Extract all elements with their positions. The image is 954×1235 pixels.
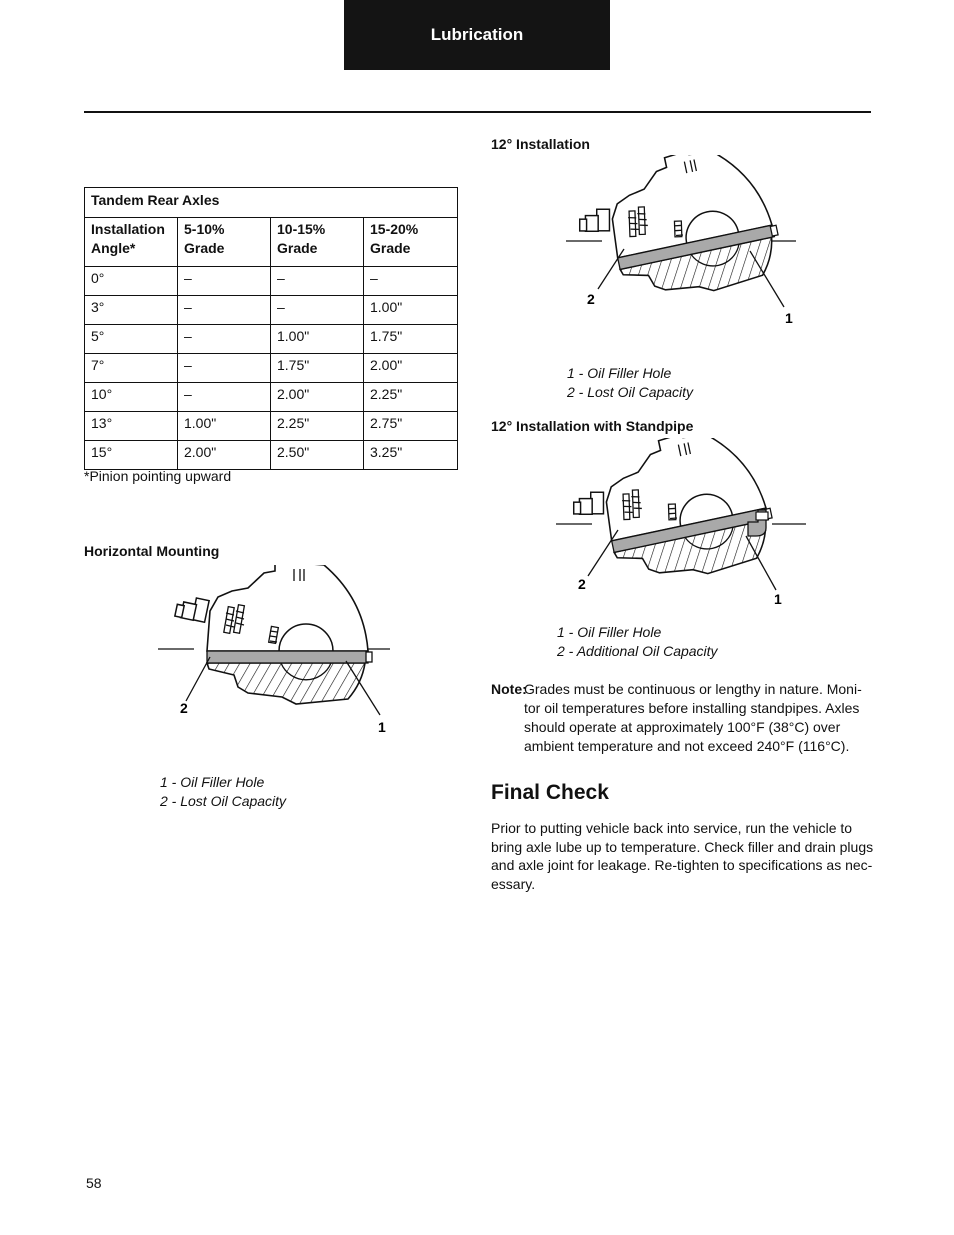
install-12-caption: 1 - Oil Filler Hole 2 - Lost Oil Capacity	[567, 365, 694, 400]
table-row	[85, 441, 458, 470]
table-cell: 2.75"	[364, 412, 458, 441]
table-cell: 2.00"	[271, 383, 364, 412]
table-row	[85, 325, 458, 354]
table-cell: 2.25"	[271, 412, 364, 441]
header-cell: 15-20% Grade	[364, 218, 458, 267]
table-cell: 1.00"	[364, 296, 458, 325]
table-cell: 3.25"	[364, 441, 458, 470]
table-cell: –	[178, 325, 271, 354]
horizontal-caption: 1 - Oil Filler Hole 2 - Lost Oil Capacity	[160, 774, 287, 809]
header-rule	[84, 111, 871, 113]
standpipe-caption: 1 - Oil Filler Hole 2 - Additional Oil Capacity	[557, 624, 718, 659]
horizontal-mounting-diagram	[150, 565, 400, 745]
standpipe-heading: 12° Installation with Standpipe	[491, 418, 694, 434]
header-cell: 10-15% Grade	[271, 218, 364, 267]
section-tab	[344, 0, 610, 70]
tandem-rear-axles-table	[84, 187, 458, 470]
table-footnote: *Pinion pointing upward	[84, 468, 232, 484]
table-row	[85, 412, 458, 441]
callout-2: 2	[578, 576, 586, 592]
table-row	[85, 267, 458, 296]
final-check-paragraph: Prior to putting vehicle back into service, run the vehicle to bring axle lube up to temperature. Check filler and drain plugs and axle joint for leakage. Re-tighten to specifications as nec- essary.	[491, 820, 874, 892]
install-12-diagram	[560, 155, 810, 335]
table-cell: 15°	[85, 441, 178, 470]
table-cell: 2.50"	[271, 441, 364, 470]
table-cell: –	[178, 296, 271, 325]
table-cell: –	[364, 267, 458, 296]
callout-1: 1	[774, 591, 782, 607]
table-title: Tandem Rear Axles	[85, 188, 458, 218]
table-row	[85, 354, 458, 383]
table-cell: 2.00"	[178, 441, 271, 470]
table-cell: –	[271, 267, 364, 296]
table-cell: –	[178, 383, 271, 412]
table-cell: 1.00"	[178, 412, 271, 441]
header-cell: 5-10% Grade	[178, 218, 271, 267]
table-row	[85, 383, 458, 412]
horizontal-mounting-heading: Horizontal Mounting	[84, 543, 220, 559]
table-cell: 1.75"	[364, 325, 458, 354]
table-cell: 2.25"	[364, 383, 458, 412]
callout-1: 1	[378, 719, 386, 735]
standpipe-diagram	[550, 438, 810, 618]
table-header-row	[85, 218, 458, 267]
install-12-heading: 12° Installation	[491, 136, 590, 152]
table-cell: –	[178, 354, 271, 383]
header-cell: Installation Angle*	[85, 218, 178, 267]
table-cell: 10°	[85, 383, 178, 412]
callout-2: 2	[180, 700, 188, 716]
section-title: Lubrication	[430, 25, 524, 44]
note-block: Note: Grades must be continuous or lengthy in nature. Moni- tor oil temperatures before installing standpipes. Axles should operate at approximately 100°F (38°C) over ambient temperature and not exceed 240°F (116°C).	[491, 681, 862, 754]
table-cell: 7°	[85, 354, 178, 383]
table-cell: 1.00"	[271, 325, 364, 354]
table-cell: 0°	[85, 267, 178, 296]
table-cell: 3°	[85, 296, 178, 325]
table-row	[85, 296, 458, 325]
callout-2: 2	[587, 291, 595, 307]
note-label: Note:	[491, 681, 527, 697]
page-number: 58	[86, 1175, 102, 1191]
table-cell: 13°	[85, 412, 178, 441]
table-cell: 5°	[85, 325, 178, 354]
table-cell: –	[178, 267, 271, 296]
final-check-heading: Final Check	[491, 781, 609, 804]
table-cell: 2.00"	[364, 354, 458, 383]
callout-1: 1	[785, 310, 793, 326]
table-cell: 1.75"	[271, 354, 364, 383]
table-cell: –	[271, 296, 364, 325]
